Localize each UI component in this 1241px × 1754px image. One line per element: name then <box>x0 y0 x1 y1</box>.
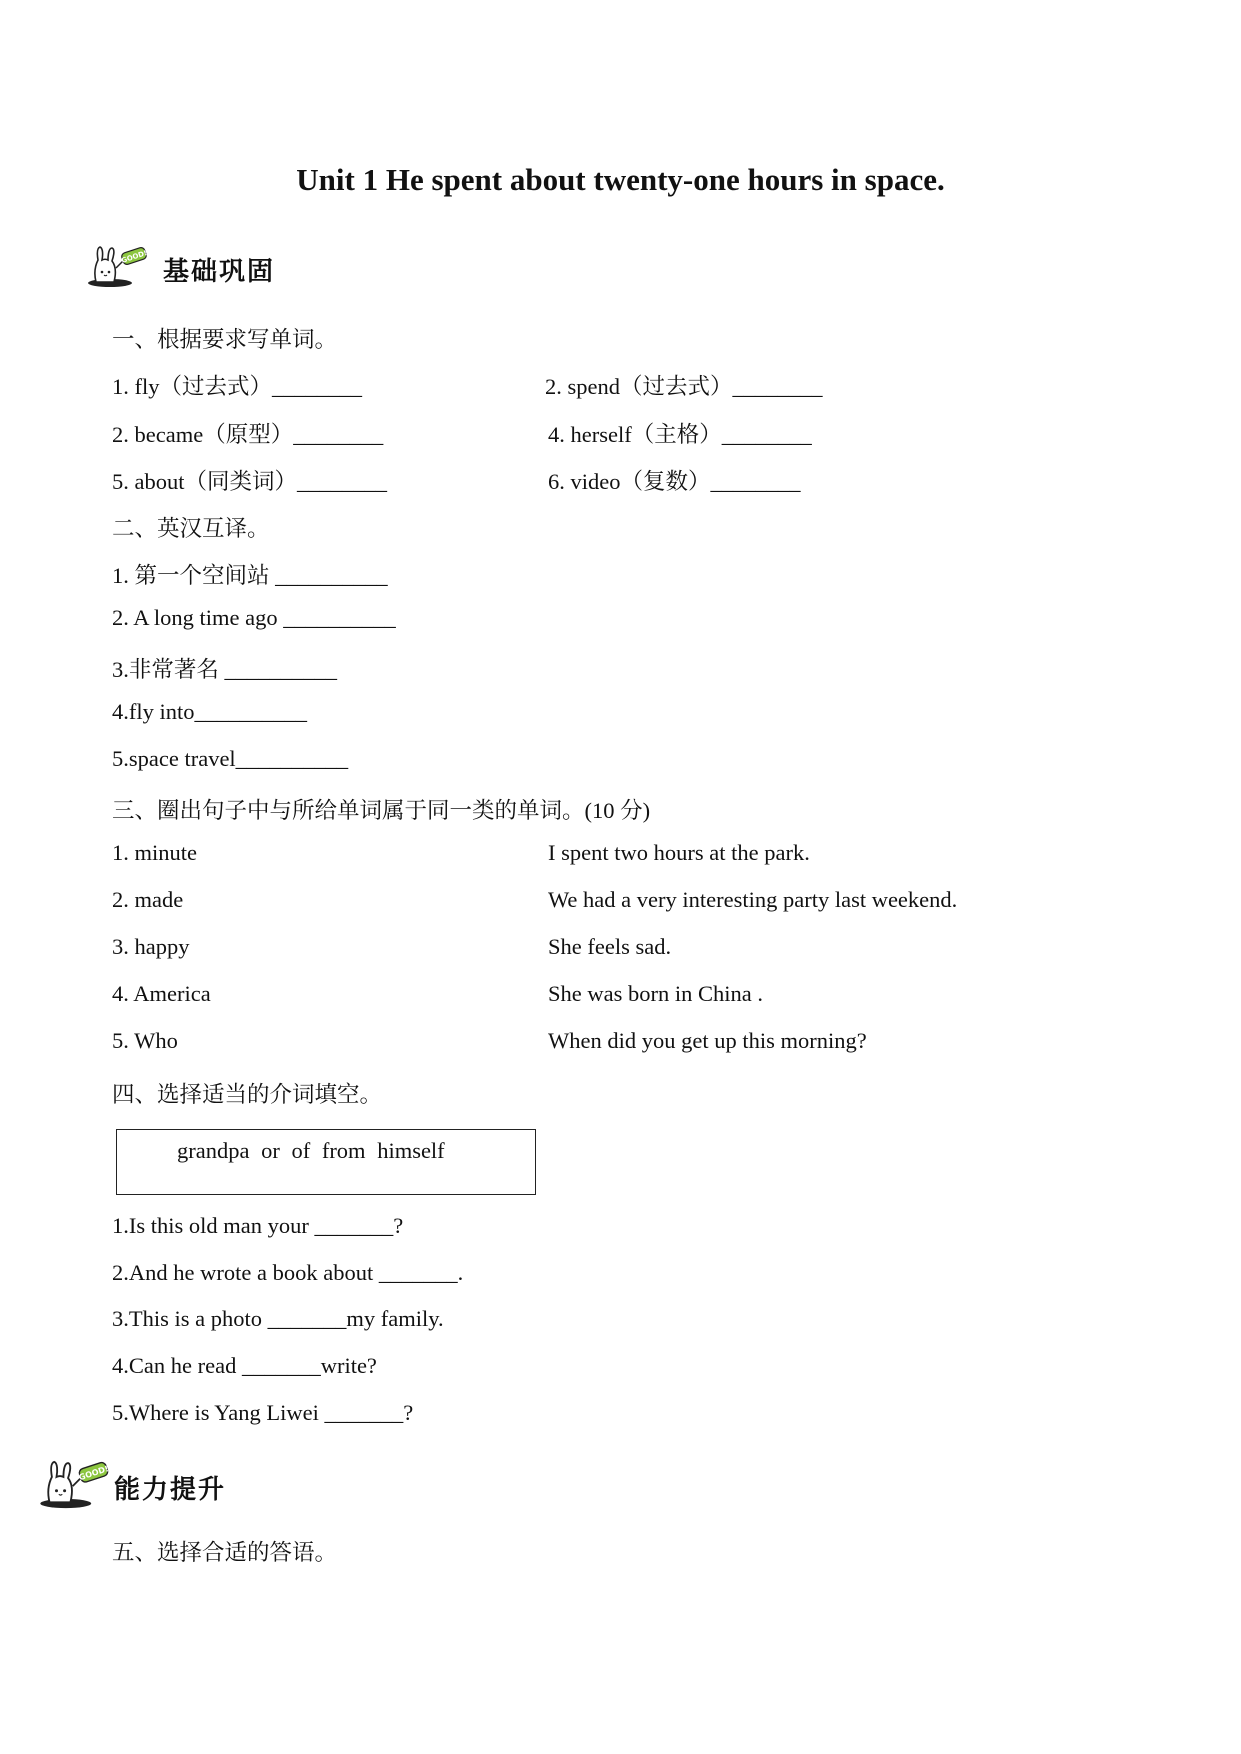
bunny-good-icon <box>86 246 150 288</box>
part4-item: 4.Can he read _______write? <box>112 1353 377 1378</box>
bunny-good-icon <box>38 1460 112 1510</box>
part3-word: 5. Who <box>112 1028 178 1053</box>
part5-heading: 五、选择合适的答语。 <box>112 1540 338 1565</box>
part2-item: 1. 第一个空间站 __________ <box>112 563 388 588</box>
part4-item: 1.Is this old man your _______? <box>112 1213 404 1238</box>
part3-heading: 三、圈出句子中与所给单词属于同一类的单词。(10 分) <box>112 798 651 823</box>
part3-word: 1. minute <box>112 840 197 865</box>
part2-item: 5.space travel__________ <box>112 746 349 771</box>
word-box-text: grandpa or of from himself <box>177 1138 445 1163</box>
part2-item: 2. A long time ago __________ <box>112 605 396 630</box>
part3-word: 3. happy <box>112 934 190 959</box>
part3-sentence: I spent two hours at the park. <box>548 840 810 865</box>
badge-text: GOOD! <box>77 1463 110 1483</box>
part1-item: 6. video（复数）________ <box>548 469 801 494</box>
part3-word: 2. made <box>112 887 184 912</box>
part4-item: 2.And he wrote a book about _______. <box>112 1260 464 1285</box>
part1-item: 5. about（同类词）________ <box>112 469 387 494</box>
badge-text: GOOD! <box>120 249 149 265</box>
part3-sentence: We had a very interesting party last weekend. <box>548 887 958 912</box>
section-heading-advanced: 能力提升 <box>114 1475 227 1504</box>
part4-heading: 四、选择适当的介词填空。 <box>112 1082 383 1107</box>
part1-item: 2. spend（过去式）________ <box>545 374 823 399</box>
part3-sentence: When did you get up this morning? <box>548 1028 867 1053</box>
part1-heading: 一、根据要求写单词。 <box>112 327 338 352</box>
word-box <box>116 1129 536 1195</box>
section-heading-basic: 基础巩固 <box>163 257 276 286</box>
part1-item: 2. became（原型）________ <box>112 422 384 447</box>
part4-item: 3.This is a photo _______my family. <box>112 1306 444 1331</box>
part2-heading: 二、英汉互译。 <box>112 516 270 541</box>
part3-word: 4. America <box>112 981 211 1006</box>
part4-item: 5.Where is Yang Liwei _______? <box>112 1400 414 1425</box>
part1-item: 4. herself（主格）________ <box>548 422 812 447</box>
part3-sentence: She feels sad. <box>548 934 672 959</box>
part1-item: 1. fly（过去式）________ <box>112 374 362 399</box>
part2-item: 4.fly into__________ <box>112 699 307 724</box>
part3-sentence: She was born in China . <box>548 981 763 1006</box>
page-title: Unit 1 He spent about twenty-one hours in space. <box>296 162 945 197</box>
part2-item: 3.非常著名 __________ <box>112 657 338 682</box>
